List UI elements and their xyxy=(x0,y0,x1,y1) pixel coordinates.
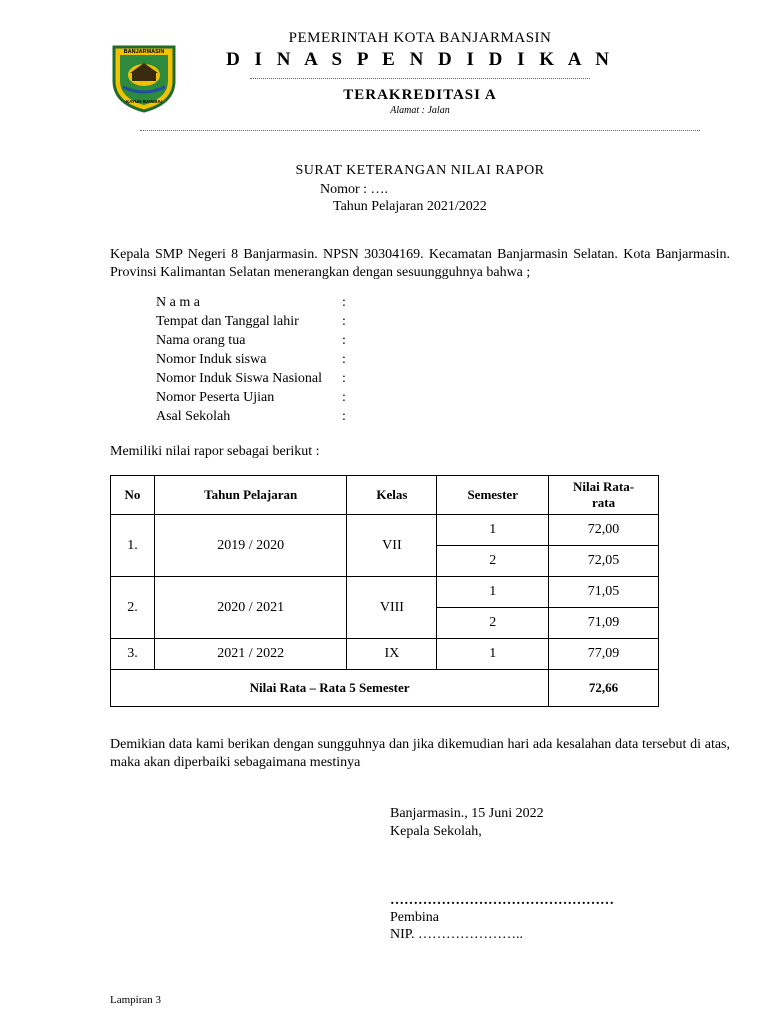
table-header-row xyxy=(111,476,659,515)
table-row: 2. 2020 / 2021 VIII 1 71,05 xyxy=(111,577,659,608)
department-header: D I N A S P E N D I D I K A N xyxy=(226,49,614,70)
footer-label: Nilai Rata – Rata 5 Semester xyxy=(111,670,549,707)
field-label: N a m a xyxy=(156,295,200,310)
closing-paragraph: Demikian data kami berikan dengan sungguhnya dan jika dikemudian hari ada kesalahan data tersebut di atas, maka akan diperbaiki sebagaimana mestinya xyxy=(110,737,730,770)
field-row: Asal Sekolah : xyxy=(156,409,346,424)
table-row: 2 71,09 xyxy=(111,608,659,639)
field-label: Nomor Peserta Ujian xyxy=(156,390,275,405)
header-dotted-divider xyxy=(250,68,590,79)
grades-intro: Memiliki nilai rapor sebagai berikut : xyxy=(110,444,320,459)
accreditation-header: TERAKREDITASI A xyxy=(343,87,497,103)
address-dotted-divider xyxy=(140,120,700,131)
attachment-label: Lampiran 3 xyxy=(110,994,162,1006)
student-fields xyxy=(156,295,356,428)
header-semester: Semester xyxy=(437,476,549,515)
signature-position: Kepala Sekolah, xyxy=(390,824,482,839)
document-title: SURAT KETERANGAN NILAI RAPOR xyxy=(295,163,545,178)
header-nilai: Nilai Rata-rata xyxy=(549,476,659,515)
intro-paragraph: Kepala SMP Negeri 8 Banjarmasin. NPSN 30304169. Kecamatan Banjarmasin Selatan. Kota Banjarmasin. Provinsi Kalimantan Selatan menerangkan dengan sesuungguhnya bahwa ; xyxy=(110,247,730,280)
header-kelas: Kelas xyxy=(347,476,437,515)
svg-text:KAYUH BAIMBAI: KAYUH BAIMBAI xyxy=(125,99,163,104)
svg-text:BANJARMASIN: BANJARMASIN xyxy=(123,49,165,55)
field-label: Tempat dan Tanggal lahir xyxy=(156,314,299,329)
field-row: N a m a : xyxy=(156,295,346,310)
table-footer-row xyxy=(111,670,659,707)
signature-place-date: Banjarmasin., 15 Juni 2022 xyxy=(390,806,544,821)
field-label: Nomor Induk siswa xyxy=(156,352,267,367)
signature-nip: NIP. ………………….. xyxy=(390,927,524,942)
field-label: Nama orang tua xyxy=(156,333,246,348)
city-emblem-logo xyxy=(109,41,179,113)
table-row: 3. 2021 / 2022 IX 1 77,09 xyxy=(111,639,659,670)
signature-rank: Pembina xyxy=(390,910,439,925)
table-row: 1. 2019 / 2020 VII 1 72,00 xyxy=(111,515,659,546)
signature-name-line: ………………………………………… xyxy=(390,893,614,908)
field-label: Asal Sekolah xyxy=(156,409,231,424)
footer-value: 72,66 xyxy=(549,670,659,707)
academic-year: Tahun Pelajaran 2021/2022 xyxy=(333,199,487,214)
field-label: Nomor Induk Siswa Nasional xyxy=(156,371,323,386)
field-row: Nama orang tua : xyxy=(156,333,346,348)
table-row: 2 72,05 xyxy=(111,546,659,577)
field-row: Tempat dan Tanggal lahir : xyxy=(156,314,346,329)
grades-table xyxy=(110,475,659,707)
field-row: Nomor Induk siswa : xyxy=(156,352,346,367)
government-header: PEMERINTAH KOTA BANJARMASIN xyxy=(288,30,552,46)
field-row: Nomor Peserta Ujian : xyxy=(156,390,346,405)
document-number: Nomor : …. xyxy=(320,182,389,197)
field-row: Nomor Induk Siswa Nasional : xyxy=(156,371,346,386)
address-line: Alamat : Jalan xyxy=(390,105,450,116)
header-tahun: Tahun Pelajaran xyxy=(154,476,347,515)
header-no: No xyxy=(111,476,155,515)
